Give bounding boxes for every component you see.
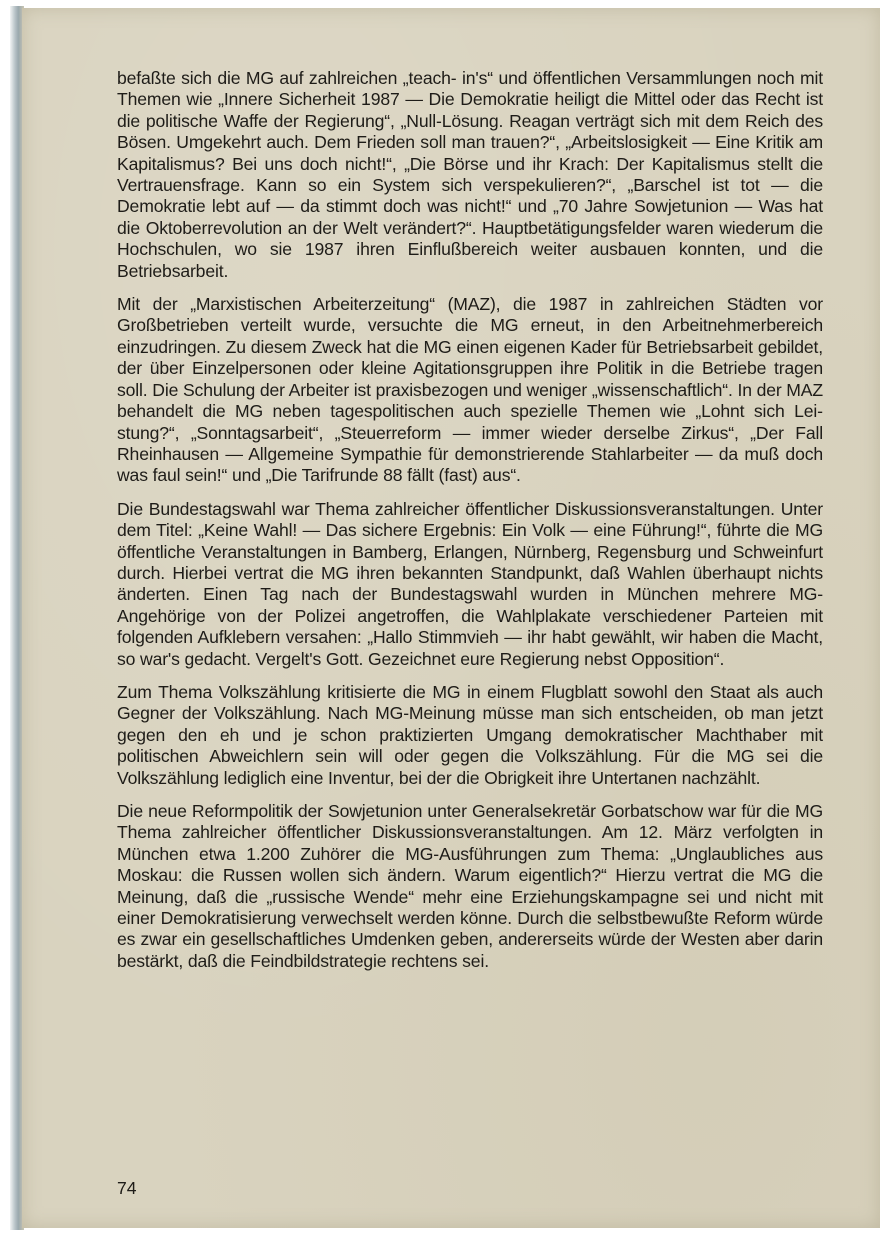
paragraph-volkszaehlung: Zum Thema Volkszählung kritisierte die MG in einem Flugblatt sowohl den Staat als auch Gegner der Volkszählung. Nach MG-Meinung müsse man sich entscheiden, ob man jetzt gegen den eh und je schon praktizierten Umgang demokratischer Machthaber mit politischen Abweichlern sein will oder gegen die Volkszählung. Für die MG sei die Volkszählung lediglich eine Inventur, bei der die Obrigkeit ihre Untertanen nachzählt. xyxy=(117,681,823,788)
paragraph-bundestagswahl: Die Bundestagswahl war Thema zahlreicher öffentlicher Diskussionsveranstaltungen. Unter dem Titel: „Keine Wahl! — Das sichere Ergebnis: Ein Volk — eine Führung!“, führte die MG öffentliche Veranstaltungen in Bamberg, Erlangen, Nürnberg, Regensburg und Schweinfurt durch. Hierbei vertrat die MG ihren bekannten Standpunkt, daß Wahlen überhaupt nichts änderten. Einen Tag nach der Bundestagswahl wurden in München mehrere MG-Angehörige von der Polizei angetroffen, die Wahlplakate verschiedener Parteien mit folgenden Aufklebern versahen: „Hallo Stimmvieh — ihr habt gewählt, wir haben die Macht, so war's gedacht. Vergelt's Gott. Gezeichnet eure Regierung nebst Opposition“. xyxy=(117,498,823,669)
body-text xyxy=(117,68,823,984)
page-number: 74 xyxy=(117,1178,137,1198)
paragraph-teach-ins: befaßte sich die MG auf zahlreichen „teach- in's“ und öffentlichen Versammlungen noch mit Themen wie „Innere Sicherheit 1987 — Die Demokratie heiligt die Mittel oder das Recht ist die politische Waffe der Regierung“, „Null-Lösung. Reagan verträgt sich mit dem Reich des Bösen. Umgekehrt auch. Dem Frieden soll man trauen?“, „Arbeitslosigkeit — Eine Kritik am Kapitalismus? Bei uns doch nicht!“, „Die Börse und ihr Krach: Der Kapitalismus stellt die Vertrauensfrage. Kann so ein System sich verspekulieren?“, „Barschel ist tot — die Demokratie lebt auf — da stimmt doch was nicht!“ und „70 Jahre Sowjetunion — Was hat die Oktoberrevolution an der Welt verändert?“. Hauptbetätigungsfelder waren wiederum die Hochschulen, wo sie 1987 ihren Einflußbereich weiter ausbauen konnten, und die Betriebsarbeit. xyxy=(117,68,823,281)
paragraph-sowjetunion: Die neue Reformpolitik der Sowjetunion unter Generalsekretär Gorbatschow war für die MG Thema zahlreicher öffentlicher Diskussionsveranstaltungen. Am 12. März verfolgten in München etwa 1.200 Zuhörer die MG-Ausführungen zum Thema: „Unglaubliches aus Moskau: die Russen wollen sich ändern. Warum eigentlich?“ Hierzu vertrat die MG die Meinung, daß die „russische Wende“ mehr eine Erziehungskampagne sei und nicht mit einer Demokratisierung verwechselt werden könne. Durch die selbstbewußte Reform würde es zwar ein gesellschaftliches Umdenken geben, andererseits würde der Westen aber darin bestärkt, daß die Feindbildstrategie rechtens sei. xyxy=(117,801,823,971)
paragraph-maz: Mit der „Marxistischen Arbeiterzeitung“ (MAZ), die 1987 in zahlreichen Städten vor Großbetrieben verteilt wurde, versuchte die MG erneut, in den Arbeitnehmerbereich einzudringen. Zu diesem Zweck hat die MG einen eigenen Kader für Betriebsarbeit gebildet, der über Einzelpersonen oder kleine Agitationsgruppen ihre Politik in die Betriebe tragen soll. Die Schulung der Arbeiter ist praxisbezogen und weniger „wissenschaftlich“. In der MAZ behandelt die MG neben tagespolitischen auch spezielle Themen wie „Lohnt sich Leistung?“, „Sonntagsarbeit“, „Steuerreform — immer wieder derselbe Zirkus“, „Der Fall Rheinhausen — Allgemeine Sympathie für demonstrierende Stahlarbeiter — da muß doch was faul sein!“ und „Die Tarifrunde 88 fällt (fast) aus“. xyxy=(117,294,823,486)
document-page xyxy=(22,8,880,1228)
